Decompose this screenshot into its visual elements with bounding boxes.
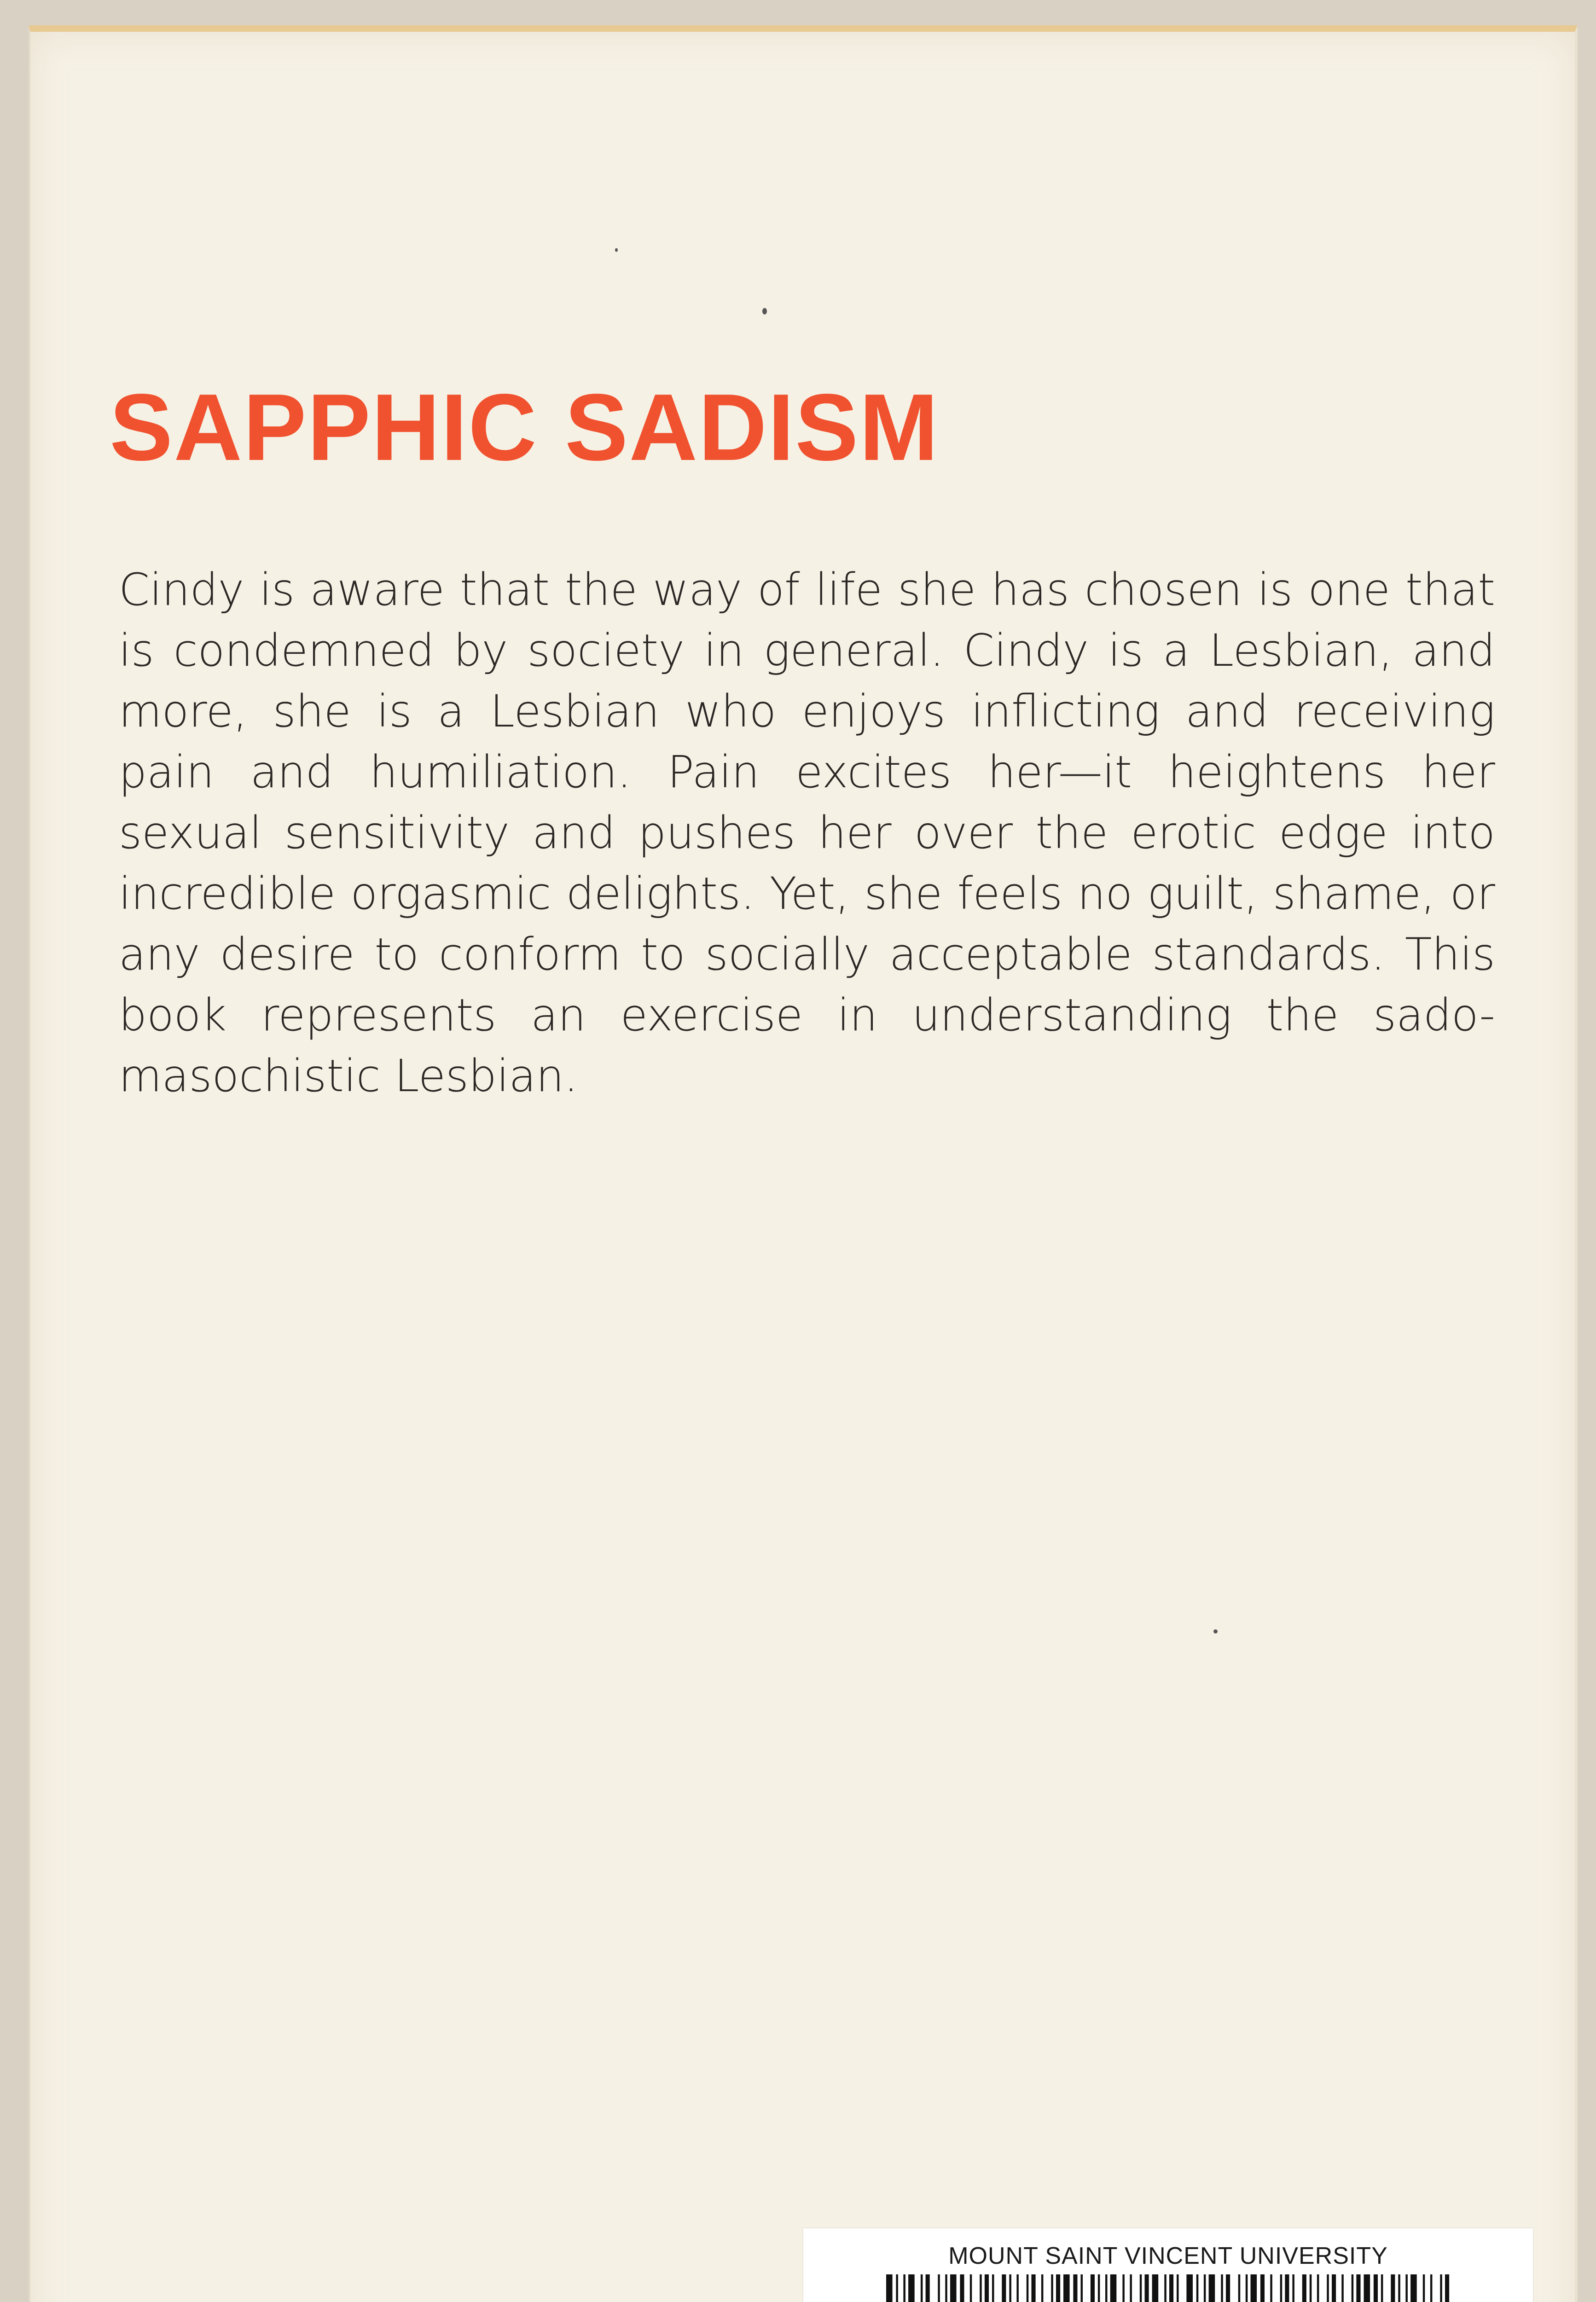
barcode-bar (1056, 2274, 1060, 2302)
barcode-bar (1140, 2274, 1142, 2302)
barcode-bar (1098, 2274, 1100, 2302)
barcode-bar (1209, 2274, 1215, 2302)
barcode-bar (1445, 2274, 1449, 2302)
barcode-bar (1270, 2274, 1272, 2302)
book-blurb: Cindy is aware that the way of life she has chosen is one that is condemned by society in general. Cindy is a Lesbian, and more, she is a Lesbian who enjoys inflicting and receiving pain and humiliation. Pain excites her—it heightens her sexual sensitivity and pushes her over the erotic edge into incredible orgasmic delights. Yet, she feels no guilt, shame, or any desire to conform to socially acceptable standards. This book represents an exercise in understanding the sado-masochistic Lesbian. (119, 564, 1495, 1102)
barcode-bar (1341, 2274, 1344, 2302)
barcode-bar (1009, 2274, 1011, 2302)
barcode-bar (896, 2274, 898, 2302)
library-barcode-label (803, 2228, 1533, 2302)
barcode-bar (886, 2274, 893, 2302)
barcode-bar (980, 2274, 982, 2302)
barcode-bar (985, 2274, 989, 2302)
barcode-bar (1246, 2274, 1248, 2302)
barcode-bar (1177, 2274, 1179, 2302)
barcode-bar (960, 2274, 964, 2302)
barcode-bar (1226, 2274, 1230, 2302)
barcode-bar (992, 2274, 994, 2302)
paper-speck (1213, 1629, 1218, 1633)
barcode-bar (926, 2274, 930, 2302)
barcode-bar (1091, 2274, 1095, 2302)
barcode-bar (1310, 2274, 1312, 2302)
barcode-bar (921, 2274, 923, 2302)
barcode-bar (1317, 2274, 1319, 2302)
barcode-bar (1405, 2274, 1408, 2302)
barcode-bar (1302, 2274, 1306, 2302)
barcode-bar (1285, 2274, 1289, 2302)
barcode-bar (1356, 2274, 1360, 2302)
barcode-bar (1130, 2274, 1132, 2302)
barcode-bar (1440, 2274, 1442, 2302)
book-title: SAPPHIC SADISM (110, 374, 940, 480)
barcode-bar (1204, 2274, 1206, 2302)
barcode-bar (1196, 2274, 1199, 2302)
barcode-bar (1105, 2274, 1108, 2302)
barcode-bar (1381, 2274, 1383, 2302)
barcode-bar (1364, 2274, 1370, 2302)
barcode-bar (1169, 2274, 1173, 2302)
paper-speck (762, 308, 767, 314)
barcode-bar (1391, 2274, 1395, 2302)
barcode-bar (1063, 2274, 1070, 2302)
barcode-bar (1145, 2274, 1149, 2302)
barcode-bar (1327, 2274, 1329, 2302)
barcode-bar (903, 2274, 905, 2302)
barcode-bar (945, 2274, 947, 2302)
paper-speck (615, 248, 618, 252)
barcode-bar (1032, 2274, 1036, 2302)
barcode-bar (1186, 2274, 1193, 2302)
barcode-bar (1410, 2274, 1417, 2302)
barcode-bar (1051, 2274, 1053, 2302)
barcode-bar (1164, 2274, 1167, 2302)
barcode-bar (908, 2274, 915, 2302)
barcode-bar (1110, 2274, 1117, 2302)
library-institution-name: MOUNT SAINT VINCENT UNIVERSITY (948, 2243, 1388, 2269)
book-back-cover (29, 25, 1578, 2302)
barcode-bar (1073, 2274, 1077, 2302)
barcode-bar (1221, 2274, 1223, 2302)
barcode-bar (938, 2274, 940, 2302)
barcode-bar (1081, 2274, 1083, 2302)
barcode-bar (1152, 2274, 1159, 2302)
barcode-bar (1016, 2274, 1019, 2302)
barcode-bar (1027, 2274, 1029, 2302)
barcode-bar (1352, 2274, 1354, 2302)
barcode-bar (1238, 2274, 1241, 2302)
barcode-bar (1041, 2274, 1044, 2302)
barcode-bar (1002, 2274, 1006, 2302)
barcode-bar (1122, 2274, 1125, 2302)
barcode-bar (1260, 2274, 1265, 2302)
barcode-bar (1280, 2274, 1283, 2302)
barcode-bar (1398, 2274, 1400, 2302)
barcode-bar (950, 2274, 957, 2302)
barcode-bar (1292, 2274, 1294, 2302)
barcode-bar (970, 2274, 972, 2302)
barcode-bar (1332, 2274, 1336, 2302)
barcode-graphic (886, 2274, 1452, 2302)
barcode-bar (1251, 2274, 1257, 2302)
barcode-bar (1430, 2274, 1433, 2302)
barcode-bar (1423, 2274, 1425, 2302)
barcode-bar (1374, 2274, 1378, 2302)
